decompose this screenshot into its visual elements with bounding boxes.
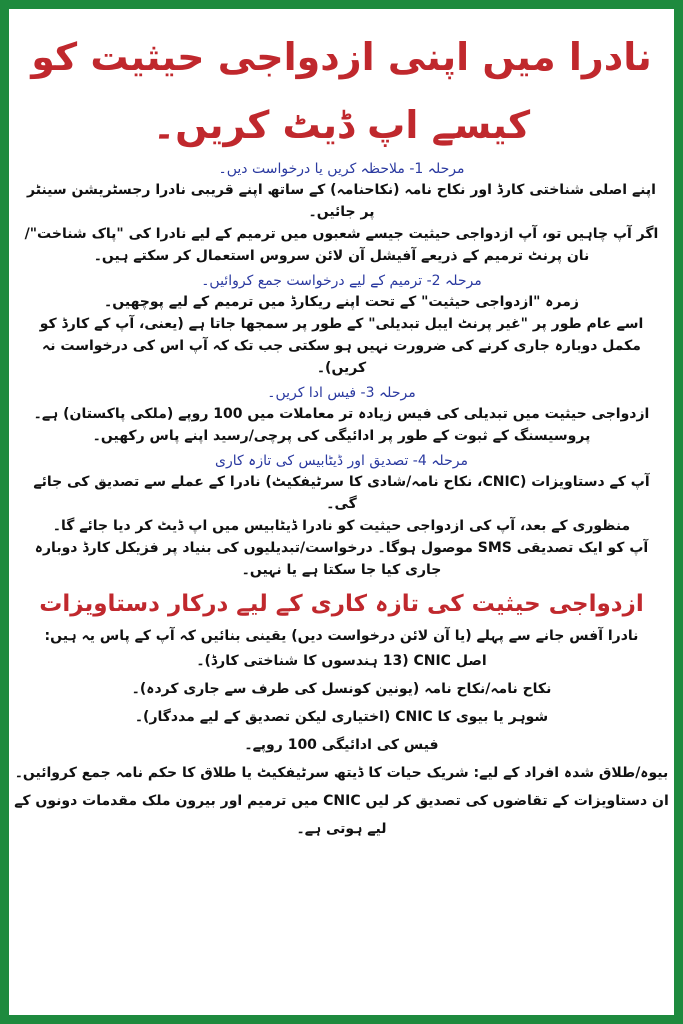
page-frame [9, 9, 674, 1015]
step-4-paragraph-2: منظوری کے بعد، آپ کی ازدواجی حیثیت کو نادرا ڈیٹابیس میں اپ ڈیٹ کر دیا جائے گا۔ [52, 518, 631, 534]
step-3-paragraph-1: ازدواجی حیثیت میں تبدیلی کی فیس زیادہ تر معاملات میں 100 روپے (ملکی پاکستان) ہے۔ [33, 406, 650, 422]
step-3-title: مرحلہ 3- فیس ادا کریں۔ [267, 385, 416, 401]
document-item: اصل CNIC (13 ہندسوں کا شناختی کارڈ)۔ [196, 653, 487, 669]
step-2-paragraph-1: زمرہ "ازدواجی حیثیت" کے تحت اپنے ریکارڈ میں ترمیم کے لیے پوچھیں۔ [104, 294, 579, 310]
page-title: نادرا میں اپنی ازدواجی حیثیت کو کیسے اپ ڈیٹ کریں۔ [31, 35, 652, 147]
step-2-title: مرحلہ 2- ترمیم کے لیے درخواست جمع کروائیں۔ [201, 273, 482, 289]
step-2-paragraph-2: اسے عام طور پر "غیر پرنٹ ایبل تبدیلی" کے طور پر سمجھا جاتا ہے (یعنی، آپ کے کارڈ کو مکمل دوبارہ جاری کرنے کی ضرورت نہیں ہو سکتی جب تک کہ آپ اس کی درخواست نہ کریں)۔ [39, 316, 644, 376]
documents-intro: نادرا آفس جانے سے پہلے (یا آن لائن درخواست دیں) یقینی بنائیں کہ آپ کے پاس یہ ہیں: [44, 628, 639, 644]
step-3-paragraph-2: پروسیسنگ کے ثبوت کے طور پر ادائیگی کی پرچی/رسید اپنے پاس رکھیں۔ [92, 428, 591, 444]
step-4 [9, 451, 674, 581]
step-4-paragraph-1: آپ کے دستاویزات (CNIC، نکاح نامہ/شادی کا سرٹیفکیٹ) نادرا کے عملے سے تصدیق کی جائے گی۔ [33, 474, 650, 512]
step-1-paragraph-1: اپنے اصلی شناختی کارڈ اور نکاح نامہ (نکاحنامہ) کے ساتھ اپنے قریبی نادرا رجسٹریشن سینٹر پر جائیں۔ [27, 182, 656, 220]
step-4-title: مرحلہ 4- تصدیق اور ڈیٹابیس کی تازہ کاری [215, 453, 468, 469]
step-2 [9, 271, 674, 379]
documents-heading: ازدواجی حیثیت کی تازہ کاری کے لیے درکار دستاویزات [39, 591, 644, 617]
document-item: ان دستاویزات کے تقاضوں کی تصدیق کر لیں CNIC میں ترمیم اور بیرون ملک مقدمات دونوں کے لیے ہوتی ہے۔ [14, 793, 669, 837]
step-1 [9, 159, 674, 267]
document-item: نکاح نامہ/نکاح نامہ (یونین کونسل کی طرف سے جاری کردہ)۔ [131, 681, 552, 697]
step-1-paragraph-2: اگر آپ چاہیں تو، آپ ازدواجی حیثیت جیسے شعبوں میں ترمیم کے لیے نادرا کی "پاک شناخت"/نان پرنٹ ترمیم کے ذریعے آفیشل آن لائن سروس استعمال کر سکتے ہیں۔ [24, 226, 659, 264]
step-3 [9, 383, 674, 447]
document-item: شوہر یا بیوی کا CNIC (اختیاری لیکن تصدیق کے لیے مددگار)۔ [134, 709, 549, 725]
step-4-paragraph-3: آپ کو ایک تصدیقی SMS موصول ہوگا۔ درخواست/تبدیلیوں کی بنیاد پر فزیکل کارڈ دوبارہ جاری کیا جا سکتا ہے یا نہیں۔ [34, 540, 649, 578]
document-item: بیوہ/طلاق شدہ افراد کے لیے: شریک حیات کا ڈیتھ سرٹیفکیٹ یا طلاق کا حکم نامہ جمع کروائیں۔ [14, 765, 669, 781]
documents-list [9, 647, 674, 843]
step-1-title: مرحلہ 1- ملاحظہ کریں یا درخواست دیں۔ [218, 161, 465, 177]
document-item: فیس کی ادائیگی 100 روپے۔ [244, 737, 439, 753]
